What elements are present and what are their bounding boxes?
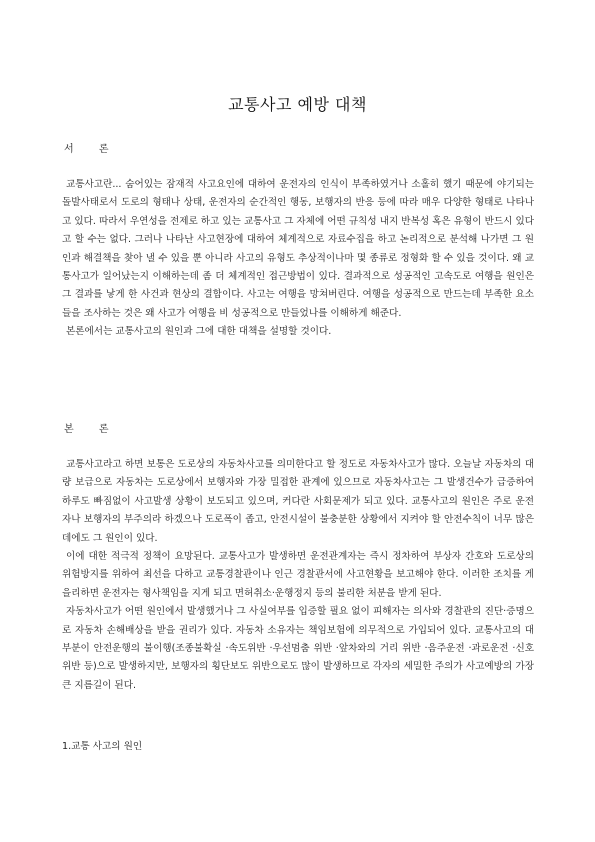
body-paragraph: 이에 대한 적극적 정책이 요망된다. 교통사고가 발생하면 운전관계자는 즉시 정차하여 부상자 간호와 도로상의 위험방지를 위하여 최선을 다하고 교통경찰관이나 인근 경찰관서에 사고현황을 보고해야 한다. 이러한 조치를 게을리하면 운전자는 형사책임을 지게 되고 면허취소·운행정지 등의 불리한 처분을 받게 된다. — [62, 551, 534, 599]
intro-heading: 서 론 — [64, 144, 109, 155]
body-paragraph: 교통사고라고 하면 보통은 도로상의 자동차사고를 의미한다고 할 정도로 자동차사고가 많다. 오늘날 자동차의 대량 보급으로 자동차는 도로상에서 보행자와 가장 밀접한 관계에 있으므로 자동차사고는 그 발생건수가 급증하여 하루도 빠짐없이 사고발생 상황이 보도되고 있으며, 커다란 사회문제가 되고 있다. 교통사고의 원인은 주로 운전자나 보행자의 부주의라 하겠으나 도로폭이 좁고, 안전시설이 불충분한 상황에서 지켜야 할 안전수칙이 너무 많은 데에도 그 원인이 있다. — [62, 459, 534, 544]
intro-paragraph: 교통사고란... 숨어있는 잠재적 사고요인에 대하여 운전자의 인식이 부족하였거나 소홀히 했기 때문에 야기되는 돌발사태로서 도로의 형태나 상태, 운전자의 순간적인 행동, 보행자의 반응 등에 따라 매우 다양한 형태로 나타나고 있다. 따라서 우연성을 전제로 하고 있는 교통사고 그 자체에 어떤 규칙성 내지 반복성 혹은 유형이 반드시 있다고 할 수는 없다. 그러나 나타난 사고현장에 대하여 체계적으로 자료수집을 하고 논리적으로 분석해 나가면 그 원인과 해결책을 찾아 낼 수 있을 뿐 아니라 사고의 유형도 추상적이나마 몇 종류로 정형화 할 수 있을 것이다. 왜 교통사고가 일어났는지 이해하는데 좀 더 체계적인 접근방법이 있다. 결과적으로 성공적인 고속도로 여행을 원인은 그 결과를 낳게 한 사건과 현상의 결합이다. 사고는 여행을 망쳐버린다. 여행을 성공적으로 만드는데 부족한 요소들을 조사하는 것은 왜 사고가 여행을 비 성공적으로 만들었나를 이해하게 해준다. — [62, 179, 534, 319]
document-title: 교통사고 예방 대책 — [228, 95, 367, 114]
intro-section — [62, 176, 534, 342]
intro-paragraph: 본론에서는 교통사고의 원인과 그에 대한 대책을 설명할 것이다. — [66, 326, 332, 338]
body-heading: 본 론 — [64, 424, 109, 435]
body-paragraph: 자동차사고가 어떤 원인에서 발생했거나 그 사실여부를 입증할 필요 없이 피해자는 의사와 경찰관의 진단·증명으로 자동차 손해배상을 받을 권리가 있다. 자동차 소유자는 책임보험에 의무적으로 가입되어 있다. 교통사고의 대부분이 안전운행의 불이행(조종불확실 ·속도위반 ·우선멈춤 위반 ·앞차와의 거리 위반 ·음주운전 ·과로운전 ·신호위반 등)으로 발생하지만, 보행자의 횡단보도 위반으로도 많이 발생하므로 각자의 세밀한 주의가 사고예방의 가장 큰 지름길이 된다. — [62, 606, 534, 691]
section-subheading: 1.교통 사고의 원인 — [62, 741, 143, 752]
body-section — [62, 456, 534, 695]
